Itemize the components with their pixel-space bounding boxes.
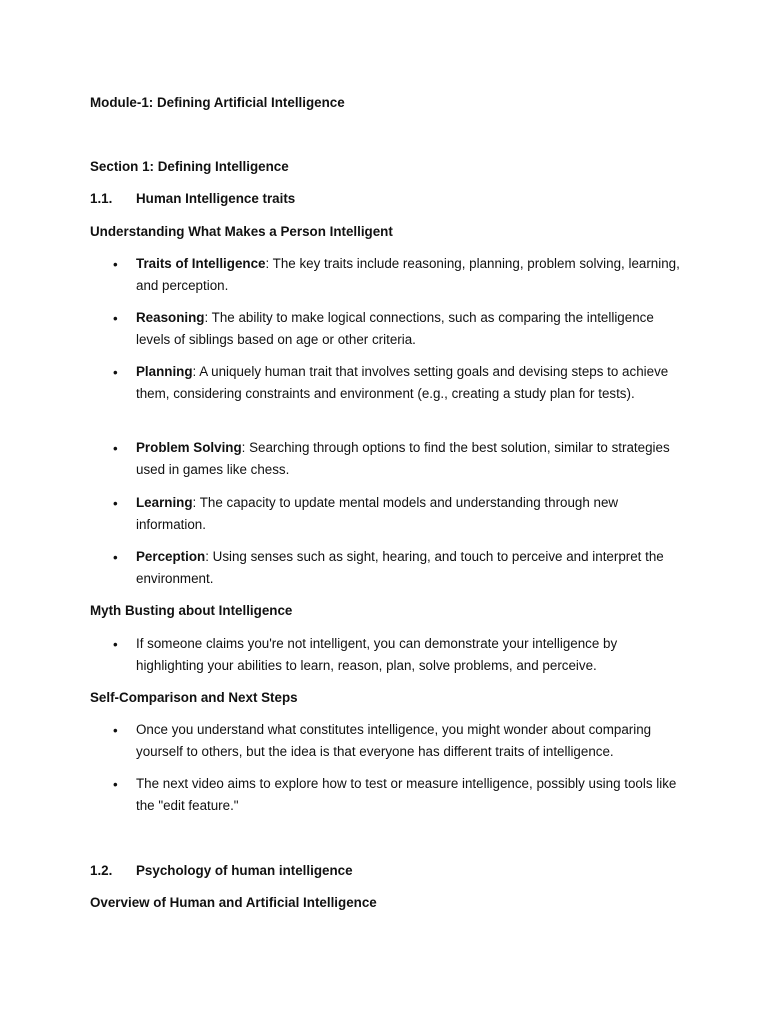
list-item-text: : The ability to make logical connections, such as comparing the intelligence levels of siblings based on age or other criteria. xyxy=(136,310,654,347)
list-item-term: Learning xyxy=(136,495,193,510)
list-item-problem-solving xyxy=(136,437,681,480)
bullet-icon: • xyxy=(113,441,118,456)
list-item-text: : Searching through options to find the best solution, similar to strategies used in games like chess. xyxy=(136,440,670,477)
list-item-self-comparison: Once you understand what constitutes intelligence, you might wonder about comparing yourself to others, but the idea is that everyone has different traits of intelligence. xyxy=(136,722,652,759)
list-item-term: Traits of Intelligence xyxy=(136,256,266,271)
heading-understanding: Understanding What Makes a Person Intelligent xyxy=(90,224,393,239)
bullet-icon: • xyxy=(113,723,118,738)
bullet-icon: • xyxy=(113,311,118,326)
list-item-reasoning xyxy=(136,307,681,350)
subsection-number: 1.1. xyxy=(90,191,113,206)
bullet-icon: • xyxy=(113,365,118,380)
list-item-text: : Using senses such as sight, hearing, and touch to perceive and interpret the environment. xyxy=(136,549,664,586)
bullet-icon: • xyxy=(113,550,118,565)
subsection-heading-1-1 xyxy=(90,190,295,208)
heading-self-comparison: Self-Comparison and Next Steps xyxy=(90,690,298,705)
bullet-icon: • xyxy=(113,257,118,272)
list-item-text: : The key traits include reasoning, planning, problem solving, learning, and perception. xyxy=(136,256,680,293)
subsection-title: Psychology of human intelligence xyxy=(136,863,353,878)
list-item-planning xyxy=(136,361,681,404)
list-item-traits xyxy=(136,253,681,296)
list-item-term: Problem Solving xyxy=(136,440,242,455)
subsection-heading-1-2 xyxy=(90,862,353,880)
subsection-title: Human Intelligence traits xyxy=(136,191,296,206)
list-item-text: : The capacity to update mental models and understanding through new information. xyxy=(136,495,619,532)
list-item-myth: If someone claims you're not intelligent, you can demonstrate your intelligence by highlighting your abilities to learn, reason, plan, solve problems, and perceive. xyxy=(136,636,618,673)
bullet-icon: • xyxy=(113,777,118,792)
list-item-term: Perception xyxy=(136,549,206,564)
heading-overview: Overview of Human and Artificial Intelligence xyxy=(90,895,377,910)
document-title: Module-1: Defining Artificial Intelligence xyxy=(90,95,345,110)
heading-myth-busting: Myth Busting about Intelligence xyxy=(90,603,293,618)
list-item-term: Reasoning xyxy=(136,310,205,325)
list-item-term: Planning xyxy=(136,364,193,379)
bullet-icon: • xyxy=(113,496,118,511)
list-item-text: : A uniquely human trait that involves setting goals and devising steps to achieve them, considering constraints and environment (e.g., creating a study plan for tests). xyxy=(136,364,669,401)
list-item-next-video: The next video aims to explore how to test or measure intelligence, possibly using tools like the "edit feature." xyxy=(136,776,677,813)
section-heading: Section 1: Defining Intelligence xyxy=(90,159,289,174)
list-item-perception xyxy=(136,546,681,589)
list-item-learning xyxy=(136,492,681,535)
subsection-number: 1.2. xyxy=(90,863,113,878)
bullet-icon: • xyxy=(113,637,118,652)
